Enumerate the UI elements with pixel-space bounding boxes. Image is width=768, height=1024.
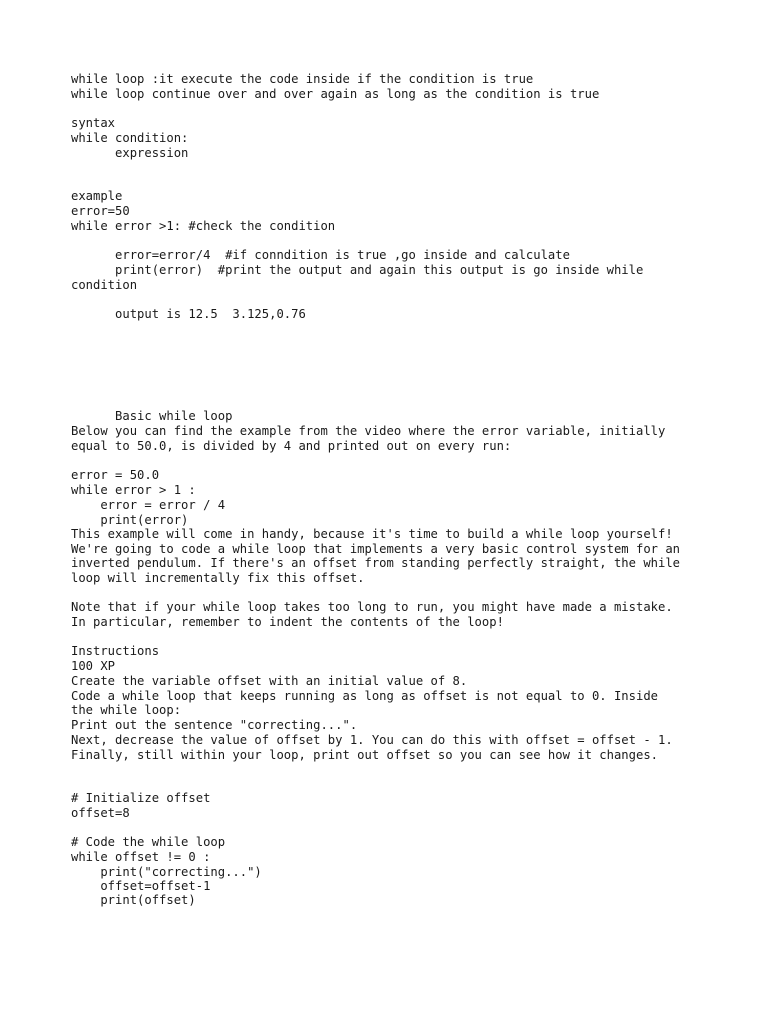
description-line-1: Below you can find the example from the video where the error variable, initially — [71, 424, 666, 438]
instruction-line-3: the while loop: — [71, 703, 182, 717]
paragraph-1-line-1: This example will come in handy, because it's time to build a while loop yourself! — [71, 527, 673, 541]
code-block-2-line-2: offset=8 — [71, 806, 130, 820]
code-block-2-line-1: # Initialize offset — [71, 791, 211, 805]
paragraph-2-line-1: Note that if your while loop takes too long to run, you might have made a mistake. — [71, 600, 673, 614]
description-line-2: equal to 50.0, is divided by 4 and printed out on every run: — [71, 439, 512, 453]
example-code-line-5: condition — [71, 278, 138, 292]
intro-line-1: while loop :it execute the code inside if the condition is true — [71, 72, 534, 86]
instructions-heading: Instructions — [71, 644, 160, 658]
paragraph-1-line-2: We're going to code a while loop that implements a very basic control system for an — [71, 542, 681, 556]
syntax-heading: syntax — [71, 116, 116, 130]
xp-label: 100 XP — [71, 659, 116, 673]
code-block-2-line-7: print(offset) — [71, 893, 196, 907]
section-title: Basic while loop — [71, 409, 233, 423]
example-code-line-3: error=error/4 #if conndition is true ,go inside and calculate — [71, 248, 570, 262]
instruction-line-4: Print out the sentence "correcting...". — [71, 718, 358, 732]
code-block-2-line-3: # Code the while loop — [71, 835, 226, 849]
instruction-line-1: Create the variable offset with an initial value of 8. — [71, 674, 468, 688]
instruction-line-6: Finally, still within your loop, print out offset so you can see how it changes. — [71, 748, 658, 762]
paragraph-1-line-4: loop will incrementally fix this offset. — [71, 571, 365, 585]
syntax-line-1: while condition: — [71, 131, 189, 145]
example-code-line-2: while error >1: #check the condition — [71, 219, 336, 233]
intro-line-2: while loop continue over and over again as long as the condition is true — [71, 87, 600, 101]
example-code-line-1: error=50 — [71, 204, 130, 218]
syntax-line-2: expression — [71, 146, 189, 160]
instruction-line-2: Code a while loop that keeps running as long as offset is not equal to 0. Inside — [71, 689, 658, 703]
code-block-2-line-6: offset=offset-1 — [71, 879, 211, 893]
code-block-1-line-2: while error > 1 : — [71, 483, 196, 497]
example-code-line-4: print(error) #print the output and again this output is go inside while — [71, 263, 644, 277]
example-heading: example — [71, 189, 123, 203]
code-block-1-line-3: error = error / 4 — [71, 498, 226, 512]
paragraph-1-line-3: inverted pendulum. If there's an offset from standing perfectly straight, the while — [71, 556, 681, 570]
instruction-line-5: Next, decrease the value of offset by 1. You can do this with offset = offset - 1. — [71, 733, 673, 747]
code-block-1-line-4: print(error) — [71, 513, 189, 527]
paragraph-2-line-2: In particular, remember to indent the contents of the loop! — [71, 615, 504, 629]
code-block-1-line-1: error = 50.0 — [71, 468, 160, 482]
code-block-2-line-5: print("correcting...") — [71, 865, 262, 879]
example-output: output is 12.5 3.125,0.76 — [71, 307, 306, 321]
code-block-2-line-4: while offset != 0 : — [71, 850, 211, 864]
